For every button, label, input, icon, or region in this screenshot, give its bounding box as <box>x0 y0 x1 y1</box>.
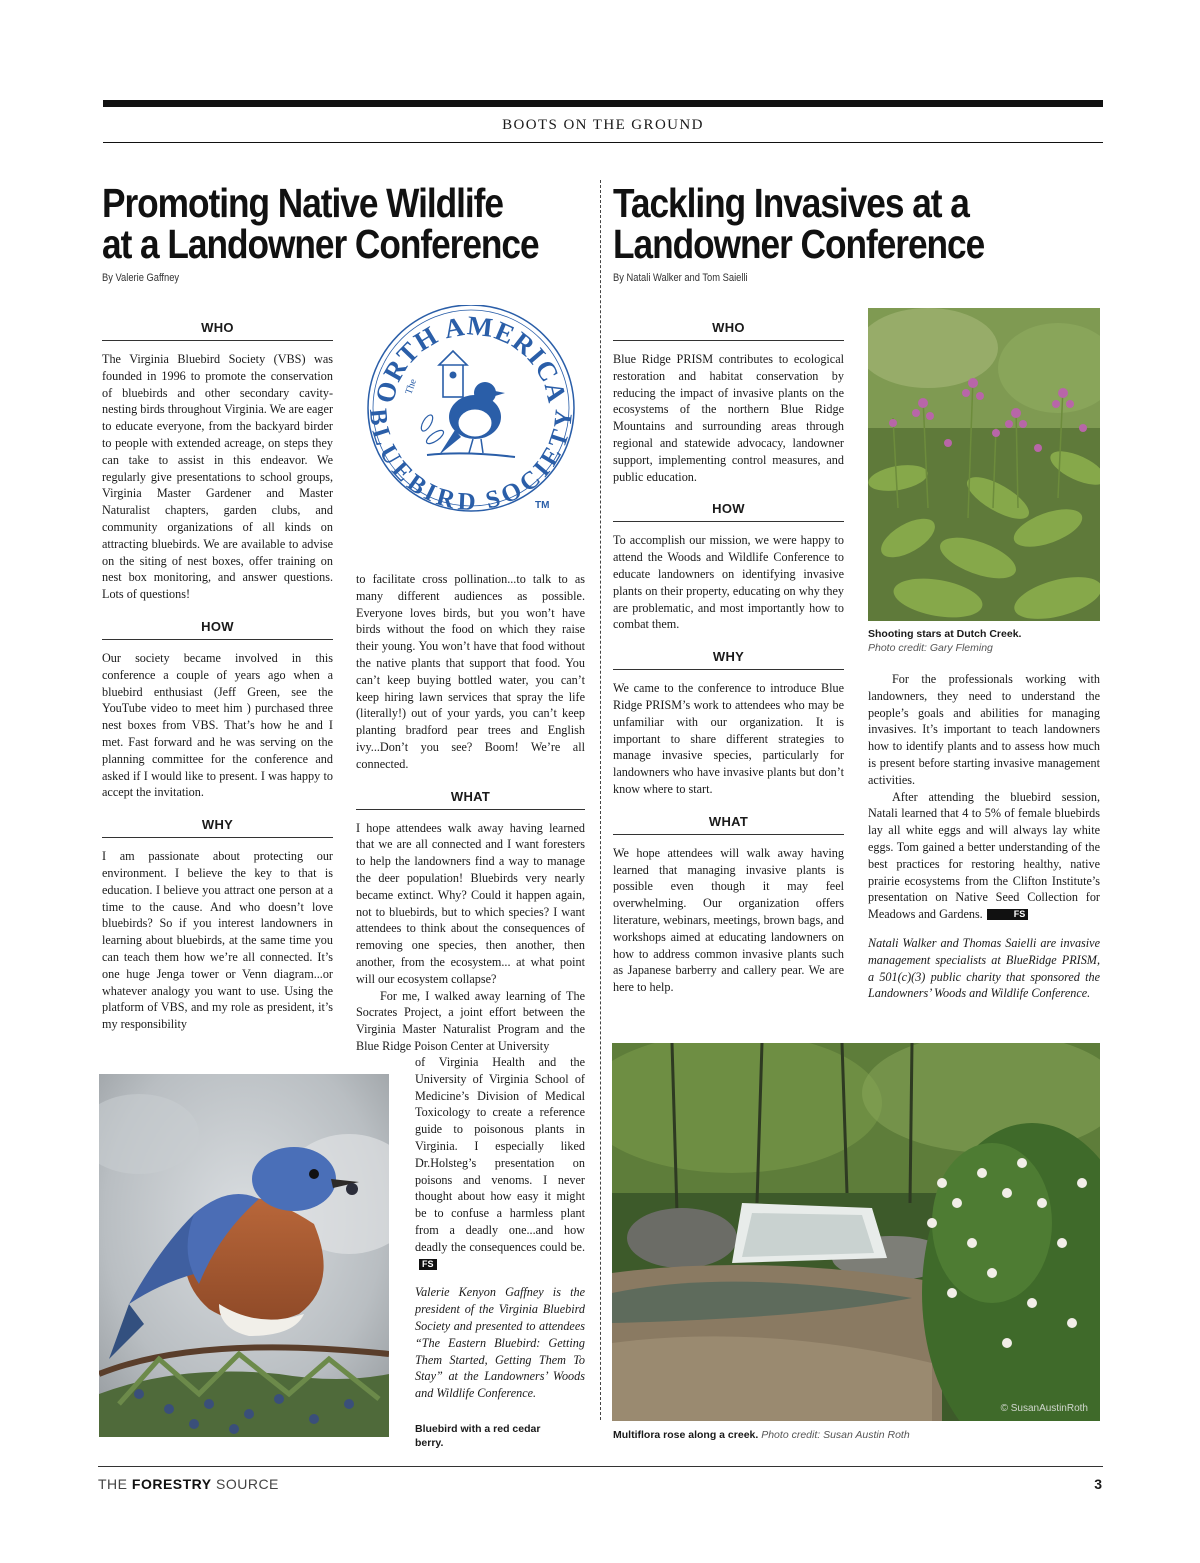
right-author-bio: Natali Walker and Thomas Saielli are invasive management specialists at BlueRidge PRISM, a 501(c)(3) public charity that sponsored the Landowners’ Woods and Wildlife Conference. <box>868 935 1100 1001</box>
left-column-2-narrow <box>415 1054 585 1450</box>
photo-watermark: © SusanAustinRoth <box>1000 1403 1088 1414</box>
how-paragraph: Our society became involved in this conference a couple of years ago when a bluebird enthusiast (Jeff Green, see the YouTube video to meet him ) purchased three nest boxes from VBS. That’s how he and I met. Fast forward and he was serving on the planning committee for the conference and asked if I would like to present. I was happy to accept the invitation. <box>102 650 333 800</box>
right-why-paragraph: We came to the conference to introduce Blue Ridge PRISM’s work to attendees who may be unfamiliar with our organization. It is important to share different strategies to manage invasive species, particularly for landowners who have invasive plants but don’t know where to start. <box>613 681 844 796</box>
right-what-paragraph: We hope attendees will walk away having learned that managing invasive plants is possible even though it may feel overwhelming. Our organization offers literature, webinars, meetings, brown bags, and workshops aimed at educating landowners on how to address common invasive plants such as Japanese barberry and callery pear. We are here to help. <box>613 845 844 995</box>
right-column-1 <box>613 320 844 996</box>
creek-photo <box>612 1043 1100 1421</box>
fs-end-mark: FS <box>419 1259 437 1270</box>
left-author-bio: Valerie Kenyon Gaffney is the president of the Virginia Bluebird Society and presented to attendees “The Eastern Bluebird: Getting Them Started, Getting Them To Stay” at the Landowners’ Woods and Wildlife Conference. <box>415 1285 585 1401</box>
logo-top-text: ORTH AMERICA <box>369 310 573 407</box>
creek-caption: Multiflora rose along a creek. Photo credit: Susan Austin Roth <box>613 1429 910 1441</box>
column-divider <box>600 180 601 1420</box>
right-how-paragraph: To accomplish our mission, we were happy to attend the Woods and Wildlife Conference to educate landowners on identifying invasive plants on their property, educating on why they are problematic, and most importantly how to combat them. <box>613 533 844 632</box>
bluebird-photo-caption: Bluebird with a red cedar berry. <box>415 1422 541 1449</box>
top-rule <box>103 100 1103 107</box>
shooting-stars-caption: Shooting stars at Dutch Creek. Photo credit: Gary Fleming <box>868 628 1022 654</box>
right-column-2 <box>868 671 1100 1002</box>
right-how-heading: HOW <box>613 501 844 522</box>
shooting-stars-photo <box>868 308 1100 621</box>
page-number: 3 <box>1094 1476 1102 1492</box>
logo-bottom-text: BLUEBIRD SOCIETY <box>365 407 578 515</box>
right-what-heading: WHAT <box>613 814 844 835</box>
what-paragraph-2-cont: of Virginia Health and the University of Virginia School of Medicine’s Division of Medical Toxicology to create a reference guide to poisonous plants in Virginia. I especially liked Dr.Holsteg’s presentation on poisons and venoms. I never thought about how easy it might be to confuse a harmless plant from a deadly one...and how deadly the consequences could be.FS <box>415 1055 585 1269</box>
who-paragraph: The Virginia Bluebird Society (VBS) was founded in 1996 to promote the conservation of bluebirds and other secondary cavity-nesting birds throughout Virginia. We are eager to educate everyone, from the backyard birder to people with extended acreage, on steps they can take to assist in this endeavor. We regularly give presentations to school groups, Virginia Master Gardener and Master Naturalist chapters, garden clubs, and community organizations of all kinds on attracting bluebirds. We are available to advise on the siting of nest boxes, offer training on nest box monitoring, and answer questions. Lots of questions! <box>102 352 333 602</box>
bluebird-society-logo <box>365 305 578 515</box>
right-col2-paragraph-2: After attending the bluebird session, Natali learned that 4 to 5% of female bluebirds lay all white eggs and will always lay white eggs. Tom gained a better understanding of the best practices for restoring healthy, native prairie ecosystems from the Clifton Institute’s presentation on Native Seed Collection for Meadows and Gardens. FS <box>868 789 1100 922</box>
logo-tm: TM <box>535 500 550 511</box>
fs-end-mark-right: FS <box>987 909 1029 920</box>
what-paragraph: I hope attendees walk away having learned that we are all connected and I want foresters to help the landowners find a way to manage the deer population! Bluebirds very nearly became extinct. Why? Could it happen again, not to bluebirds, but to which species? I want attendees to think about the consequences of removing one species, then another, then another, from the ecosystem... at what point will our ecosystem collapse? <box>356 820 585 986</box>
left-article-title: Promoting Native Wildlife at a Landowner Conference <box>102 180 539 267</box>
right-col2-paragraph-1: For the professionals working with landowners, they need to understand the people’s goals and abilities for managing invasives. It’s important to teach landowners how to identify plants and to assess how much is present before starting invasive management activities. <box>868 672 1100 787</box>
section-rule <box>103 142 1103 143</box>
right-article-title: Tackling Invasives at a Landowner Conference <box>613 180 985 267</box>
right-why-heading: WHY <box>613 649 844 670</box>
logo-the-text: The <box>403 377 420 397</box>
footer-rule <box>98 1466 1103 1467</box>
why-heading: WHY <box>102 817 333 838</box>
how-heading: HOW <box>102 619 333 640</box>
left-column-1 <box>102 320 333 1033</box>
nest-box-icon <box>443 363 463 397</box>
right-who-heading: WHO <box>613 320 844 341</box>
right-byline: By Natali Walker and Tom Saielli <box>613 272 748 284</box>
what-paragraph-2: For me, I walked away learning of The Socrates Project, a joint effort between the Virginia Master Naturalist Program and the Blue Ridge Poison Center at University <box>356 988 585 1053</box>
left-byline: By Valerie Gaffney <box>102 272 180 284</box>
what-heading: WHAT <box>356 789 585 810</box>
why-continuation: to facilitate cross pollination...to talk to as many different audiences as possible. Everyone loves birds, but you won’t have birds without the food on which they raise their young. You won’t have that food without the native plants that support that food. You can’t keep buying bottled water, you can’t keep hiring lawn services that spray the life (literally!) out of your yards, you can’t keep planting bradford pear trees and English ivy...Don’t you see? Boom! We’re all connected. <box>356 572 585 771</box>
who-heading: WHO <box>102 320 333 341</box>
bluebird-photo <box>99 1074 389 1437</box>
section-label: BOOTS ON THE GROUND <box>502 117 704 133</box>
footer-brand: THE FORESTRY SOURCE <box>98 1476 279 1492</box>
why-paragraph: I am passionate about protecting our environment. I believe the key to that is education. I believe you attract one person at a time to the cause. And who doesn’t love bluebirds? So if you interest landowners in learning about bluebirds, at the same time you can teach them how we’re all connected. It’s one huge Jenga tower or Venn diagram...or whatever analogy you want to use. Using the platform of VBS, and my role as president, it’s my responsibility <box>102 849 333 1032</box>
right-who-paragraph: Blue Ridge PRISM contributes to ecological restoration and habitat conservation by reducing the impact of invasive plants on the ecosystems of the northern Blue Ridge Mountains and surrounding areas through regional and statewide advocacy, landowner support, implementing control measures, and public education. <box>613 352 844 484</box>
left-column-2 <box>356 571 585 1055</box>
